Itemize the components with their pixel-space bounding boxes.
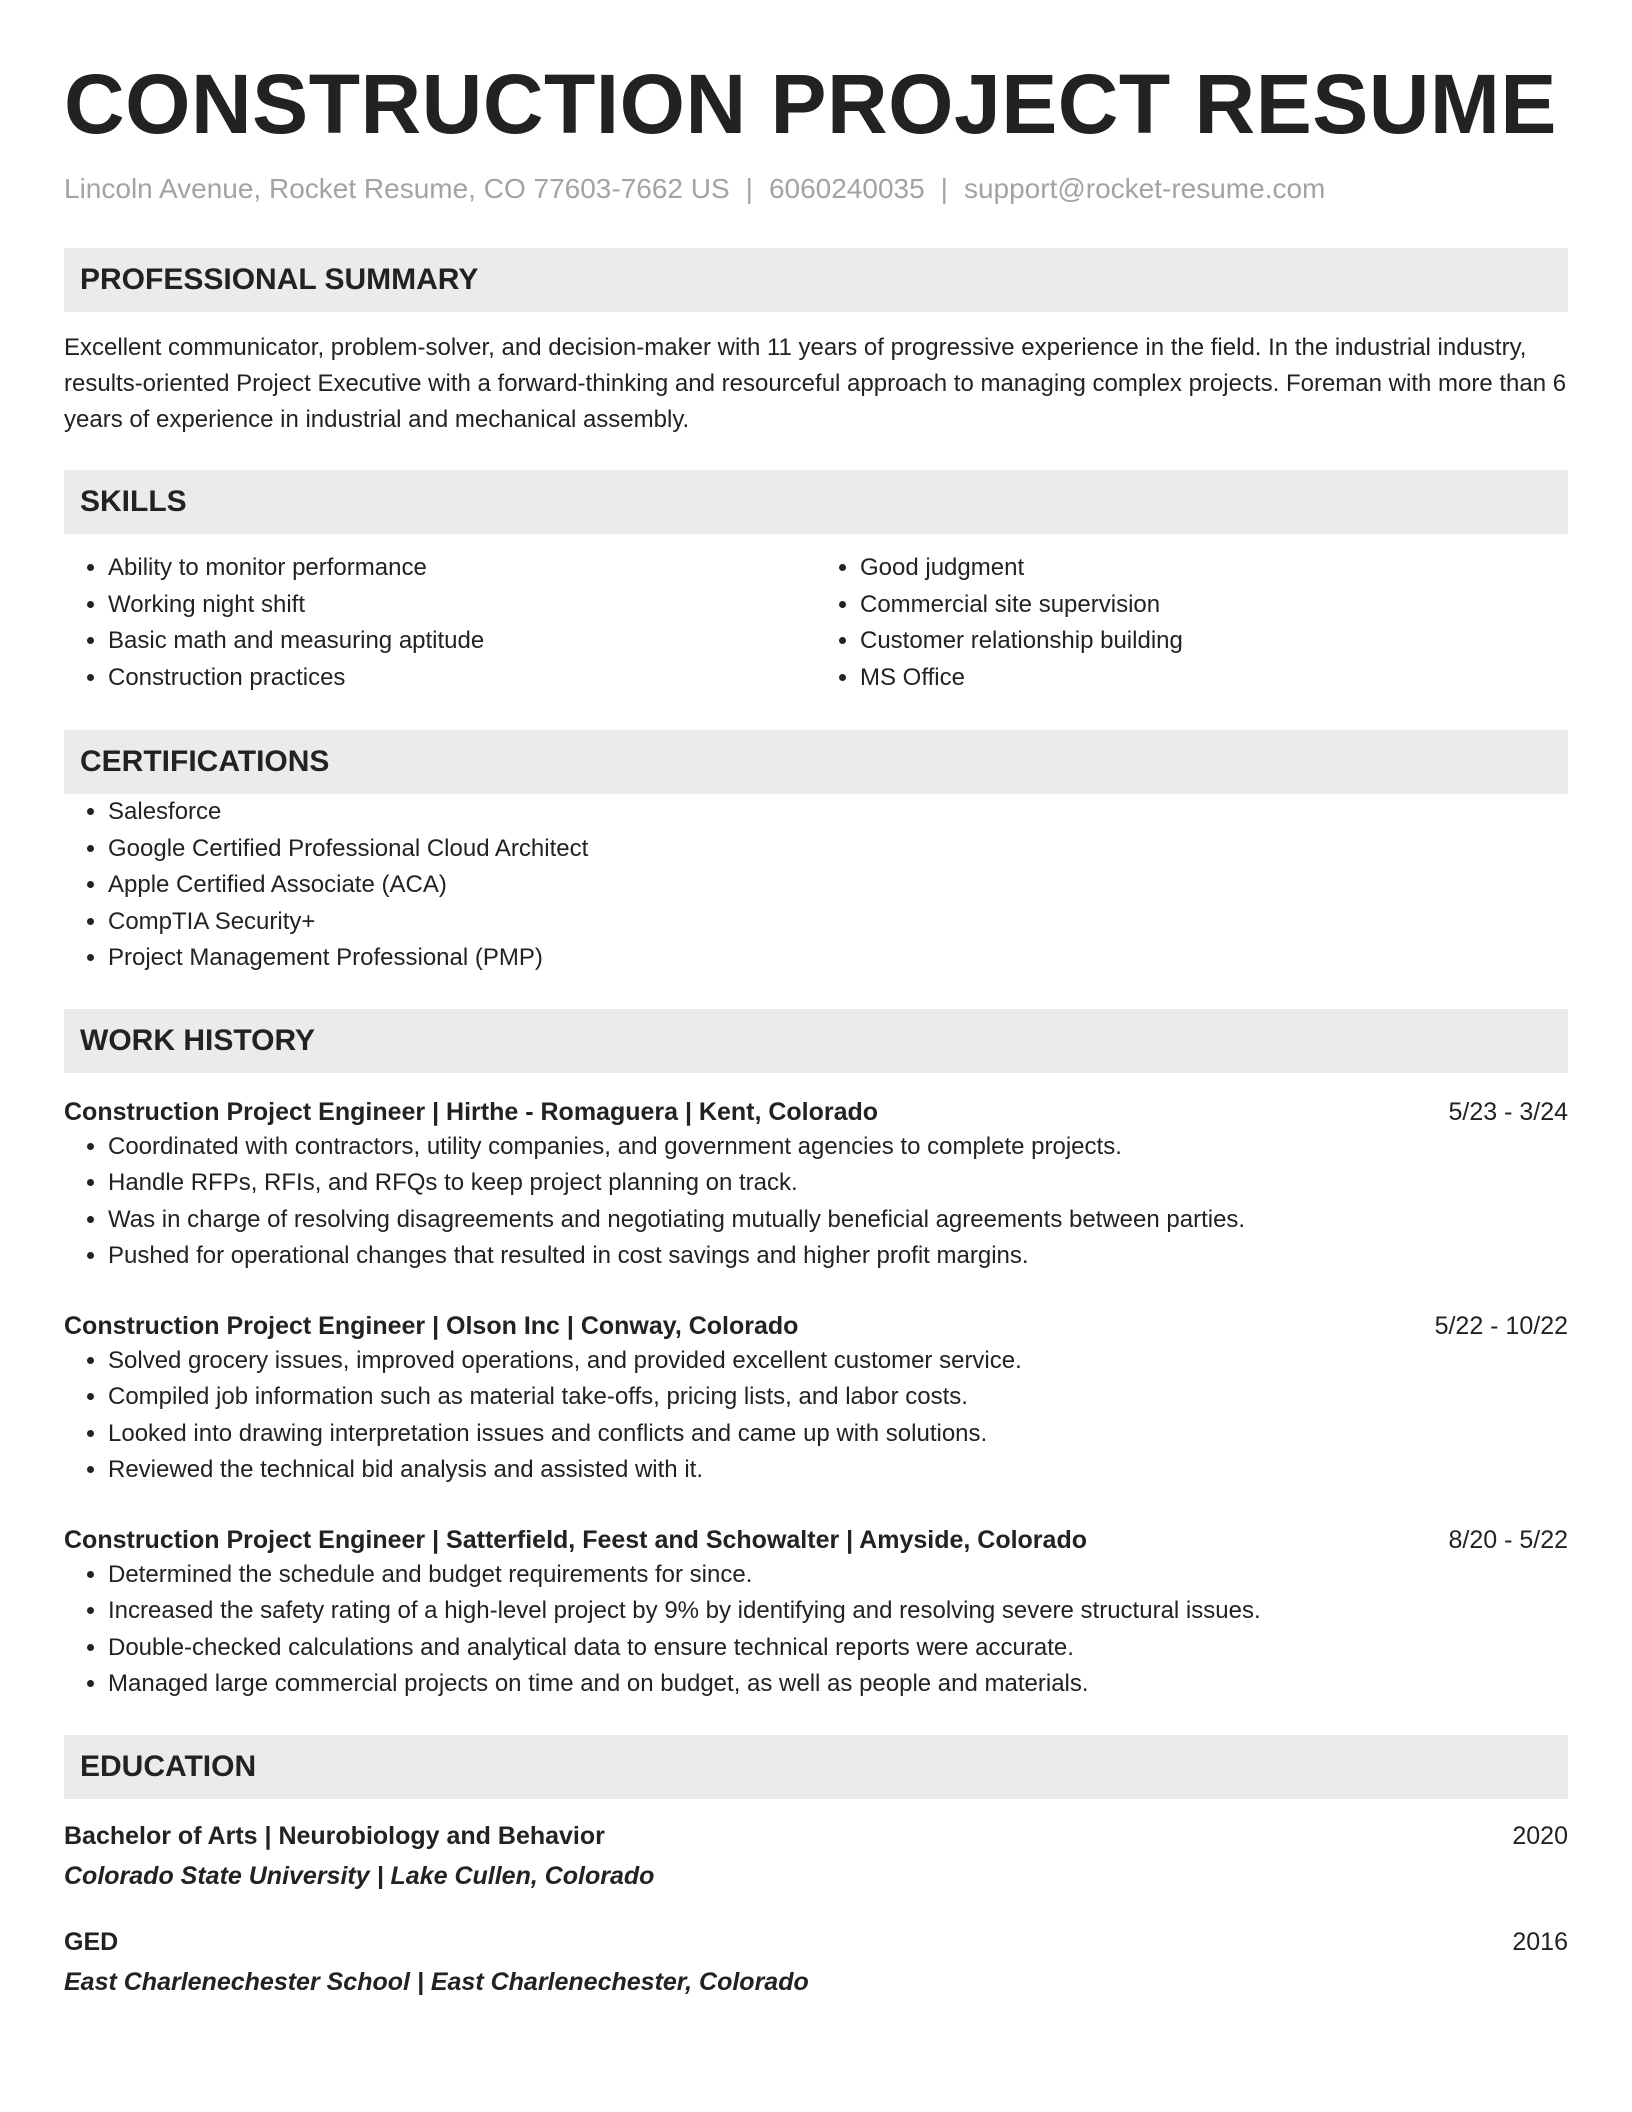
skill-item: • Commercial site supervision <box>860 587 1568 624</box>
contact-address: Lincoln Avenue, Rocket Resume, CO 77603-7662 US <box>64 173 730 204</box>
skills-column-right <box>816 550 1568 696</box>
job-dates: 5/22 - 10/22 <box>1434 1311 1568 1340</box>
work-history-section <box>64 1009 1568 1703</box>
job-header <box>64 1523 1568 1557</box>
education-entry <box>64 1819 1568 1893</box>
skill-item: • Working night shift <box>108 587 816 624</box>
certifications-section <box>64 730 1568 977</box>
education-header <box>64 1819 1568 1853</box>
skills-column-left <box>64 550 816 696</box>
job-header <box>64 1309 1568 1343</box>
job-bullet: • Handle RFPs, RFIs, and RFQs to keep project planning on track. <box>108 1165 1568 1202</box>
contact-email: support@rocket-resume.com <box>963 173 1326 204</box>
job-entry <box>64 1309 1568 1489</box>
certifications-list <box>64 794 1568 977</box>
job-dates: 5/23 - 3/24 <box>1448 1097 1568 1126</box>
skill-item: • Ability to monitor performance <box>108 550 816 587</box>
certifications-heading: CERTIFICATIONS <box>64 730 1568 794</box>
job-entry <box>64 1523 1568 1703</box>
contact-separator: | <box>940 173 948 204</box>
contact-separator: | <box>745 173 753 204</box>
job-bullet: • Coordinated with contractors, utility companies, and government agencies to complete projects. <box>108 1129 1568 1166</box>
education-year: 2020 <box>1512 1821 1568 1850</box>
job-header <box>64 1095 1568 1129</box>
job-bullets <box>64 1129 1568 1275</box>
job-bullet: • Compiled job information such as material take-offs, pricing lists, and labor costs. <box>108 1379 1568 1416</box>
job-bullets <box>64 1343 1568 1489</box>
certification-item: • Apple Certified Associate (ACA) <box>108 867 1568 904</box>
education-year: 2016 <box>1512 1927 1568 1956</box>
job-bullet: • Managed large commercial projects on time and on budget, as well as people and materials. <box>108 1666 1568 1703</box>
resume-title: CONSTRUCTION PROJECT RESUME <box>64 57 1557 151</box>
skill-item: • MS Office <box>860 660 1568 697</box>
job-entry <box>64 1095 1568 1275</box>
skills-grid <box>64 550 1568 696</box>
skill-item: • Good judgment <box>860 550 1568 587</box>
job-bullet: • Solved grocery issues, improved operations, and provided excellent customer service. <box>108 1343 1568 1380</box>
job-bullets <box>64 1557 1568 1703</box>
job-bullet: • Looked into drawing interpretation issues and conflicts and came up with solutions. <box>108 1416 1568 1453</box>
job-title: Construction Project Engineer | Satterfield, Feest and Schowalter | Amyside, Colorado <box>64 1525 1087 1554</box>
contact-phone: 6060240035 <box>768 173 925 204</box>
job-dates: 8/20 - 5/22 <box>1448 1525 1568 1554</box>
education-section <box>64 1735 1568 1999</box>
education-school: Colorado State University | Lake Cullen, Colorado <box>64 1861 655 1890</box>
education-degree: GED <box>64 1927 119 1956</box>
job-title: Construction Project Engineer | Olson Inc | Conway, Colorado <box>64 1311 799 1340</box>
job-bullet: • Increased the safety rating of a high-level project by 9% by identifying and resolving severe structural issues. <box>108 1593 1568 1630</box>
skills-heading: SKILLS <box>64 470 1568 534</box>
work-history-heading: WORK HISTORY <box>64 1009 1568 1073</box>
job-bullet: • Determined the schedule and budget requirements for since. <box>108 1557 1568 1594</box>
certification-item: • Project Management Professional (PMP) <box>108 940 1568 977</box>
job-bullet: • Pushed for operational changes that resulted in cost savings and higher profit margins. <box>108 1238 1568 1275</box>
summary-text: Excellent communicator, problem-solver, and decision-maker with 11 years of progressive experience in the field. In the industrial industry, results-oriented Project Executive with a forward-thinking and resourceful approach to managing complex projects. Foreman with more than 6 years of experience in industrial and mechanical assembly. <box>64 334 1567 433</box>
summary-section <box>64 248 1568 438</box>
skills-section <box>64 470 1568 696</box>
skill-item: • Customer relationship building <box>860 623 1568 660</box>
education-heading: EDUCATION <box>64 1735 1568 1799</box>
job-bullet: • Was in charge of resolving disagreements and negotiating mutually beneficial agreements between parties. <box>108 1202 1568 1239</box>
education-degree: Bachelor of Arts | Neurobiology and Behavior <box>64 1821 605 1850</box>
education-header <box>64 1925 1568 1959</box>
skill-item: • Construction practices <box>108 660 816 697</box>
certification-item: • Salesforce <box>108 794 1568 831</box>
skill-item: • Basic math and measuring aptitude <box>108 623 816 660</box>
certification-item: • Google Certified Professional Cloud Architect <box>108 831 1568 868</box>
certification-item: • CompTIA Security+ <box>108 904 1568 941</box>
contact-line <box>64 172 1568 206</box>
job-bullet: • Double-checked calculations and analytical data to ensure technical reports were accurate. <box>108 1630 1568 1667</box>
education-school: East Charlenechester School | East Charlenechester, Colorado <box>64 1967 809 1996</box>
job-title: Construction Project Engineer | Hirthe - Romaguera | Kent, Colorado <box>64 1097 879 1126</box>
education-entry <box>64 1925 1568 1999</box>
summary-heading: PROFESSIONAL SUMMARY <box>64 248 1568 312</box>
job-bullet: • Reviewed the technical bid analysis and assisted with it. <box>108 1452 1568 1489</box>
